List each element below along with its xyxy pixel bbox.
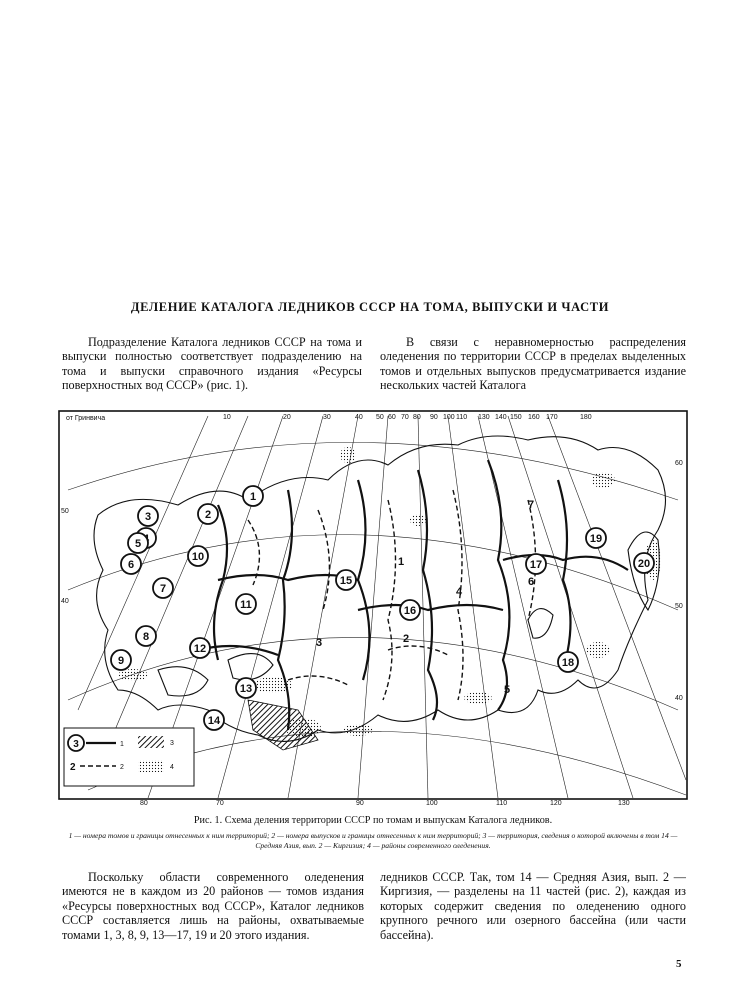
legend-key: 2	[70, 762, 76, 773]
volume-marker	[111, 650, 131, 670]
issue-number: 4	[456, 586, 463, 598]
text-column-top-right	[380, 335, 686, 393]
volume-number: 18	[561, 657, 575, 669]
volume-number: 5	[134, 538, 142, 550]
legend-num: 4	[170, 764, 174, 771]
volume-number: 14	[207, 715, 221, 727]
volume-number: 8	[142, 631, 150, 643]
volume-number: 3	[144, 511, 152, 523]
volume-number: 11	[240, 599, 252, 611]
bottom-tick-label: 130	[618, 800, 630, 807]
volume-marker	[204, 710, 224, 730]
text-column-bottom-left	[62, 870, 364, 942]
bottom-tick-label: 70	[216, 800, 224, 807]
top-tick-label: 50	[376, 414, 384, 421]
bottom-tick-label: 120	[550, 800, 562, 807]
top-tick-label: 160	[528, 414, 540, 421]
volume-number: 2	[204, 509, 212, 521]
ussr-map	[58, 410, 688, 810]
top-tick-label: 100	[443, 414, 455, 421]
top-tick-label: 140	[495, 414, 507, 421]
volume-number: 7	[159, 583, 167, 595]
volume-marker	[558, 652, 578, 672]
legend-num: 1	[120, 741, 124, 748]
legend-num: 3	[170, 740, 174, 747]
top-tick-label: 130	[478, 414, 490, 421]
map-figure	[58, 410, 688, 810]
volume-number: 16	[403, 605, 417, 617]
top-tick-label: 150	[510, 414, 522, 421]
top-tick-label: 10	[223, 414, 231, 421]
top-tick-label: 110	[456, 414, 468, 421]
figure-caption: Рис. 1. Схема деления территории СССР по томам и выпускам Каталога ледников.	[193, 815, 553, 826]
page-number: 5	[676, 958, 682, 970]
volume-marker	[153, 578, 173, 598]
page-title: ДЕЛЕНИЕ КАТАЛОГА ЛЕДНИКОВ СССР НА ТОМА, ВЫПУСКИ И ЧАСТИ	[130, 300, 610, 314]
volume-marker	[400, 600, 420, 620]
volume-number: 9	[117, 655, 125, 667]
issue-number: 7	[528, 499, 535, 511]
issue-number: 2	[403, 633, 410, 645]
legend-hatch-swatch	[138, 736, 164, 748]
legend-dots-swatch	[138, 760, 164, 772]
legend-key: 3	[73, 739, 79, 750]
volume-number: 17	[529, 559, 543, 571]
paragraph: Поскольку области современного оледенения имеются не в каждом из 20 районов — томов издания «Ресурсы поверхностных вод СССР», Каталог ледников СССР составляется лишь на районы, охватываемые томами 1, 3, 8, 9, 13—17, 19 и 20 этого издания.	[62, 870, 364, 942]
bottom-tick-label: 80	[140, 800, 148, 807]
paragraph: ледников СССР. Так, том 14 — Средняя Азия, вып. 2 — Киргизия, — разделены на 11 частей (рис. 2), каждая из которых содержит сведения по оледенению одного крупного речного или озерного бассейна (или части бассейна).	[380, 870, 686, 942]
top-tick-label: 90	[430, 414, 438, 421]
text-column-bottom-right	[380, 870, 686, 942]
top-tick-label: 180	[580, 414, 592, 421]
paragraph: В связи с неравномерностью распределения оледенения по территории СССР в пределах выделенных томов и отдельных выпусков предусматривается издание нескольких частей Каталога	[380, 335, 686, 393]
volume-number: 12	[193, 643, 207, 655]
map-legend	[64, 728, 194, 786]
volume-marker	[128, 533, 148, 553]
volume-number: 19	[589, 533, 603, 545]
volume-number: 1	[249, 491, 257, 503]
bottom-tick-label: 100	[426, 800, 438, 807]
volume-marker	[634, 553, 654, 573]
volume-marker	[336, 570, 356, 590]
issue-number: 6	[528, 576, 535, 588]
volume-marker	[586, 528, 606, 548]
volume-marker	[121, 554, 141, 574]
volume-number: 6	[127, 559, 135, 571]
volume-number: 10	[191, 551, 205, 563]
volume-marker	[190, 638, 210, 658]
volume-marker	[236, 678, 256, 698]
top-tick-label: 30	[323, 414, 331, 421]
left-tick-label: 40	[61, 598, 69, 605]
top-tick-label: 20	[283, 414, 291, 421]
right-tick-label: 60	[675, 460, 683, 467]
volume-marker	[526, 554, 546, 574]
paragraph: Подразделение Каталога ледников СССР на тома и выпуски полностью соответствует подразделению на тома и выпуски справочного издания «Ресурсы поверхностных вод СССР» (рис. 1).	[62, 335, 362, 393]
volume-marker	[243, 486, 263, 506]
issue-number: 1	[398, 556, 405, 568]
issue-number: 3	[316, 637, 323, 649]
top-tick-label: 80	[413, 414, 421, 421]
issue-number: 5	[504, 684, 511, 696]
top-tick-label: 60	[388, 414, 396, 421]
top-tick-label: 40	[355, 414, 363, 421]
volume-number: 20	[637, 558, 651, 570]
volume-marker	[138, 506, 158, 526]
top-tick-label: 70	[401, 414, 409, 421]
corner-label: от Гринвича	[66, 415, 106, 422]
volume-marker	[198, 504, 218, 524]
top-tick-label: 170	[546, 414, 558, 421]
right-tick-label: 40	[675, 695, 683, 702]
legend-num: 2	[120, 764, 124, 771]
volume-number: 13	[239, 683, 253, 695]
right-tick-label: 50	[675, 603, 683, 610]
volume-marker	[236, 594, 256, 614]
volume-marker	[136, 626, 156, 646]
volume-marker	[188, 546, 208, 566]
figure-legend-note: 1 — номера томов и границы отнесенных к ним территорий; 2 — номера выпусков и границы отнесенных к ним территорий; 3 — территория, сведения о которой включены в том 14 — Средняя Азия, вып. 2 — Киргизия; 4 — районы современного оледенения.	[68, 831, 678, 850]
bottom-tick-label: 110	[496, 800, 508, 807]
volume-number: 15	[339, 575, 353, 587]
text-column-top-left	[62, 335, 362, 393]
left-tick-label: 50	[61, 508, 69, 515]
bottom-tick-label: 90	[356, 800, 364, 807]
